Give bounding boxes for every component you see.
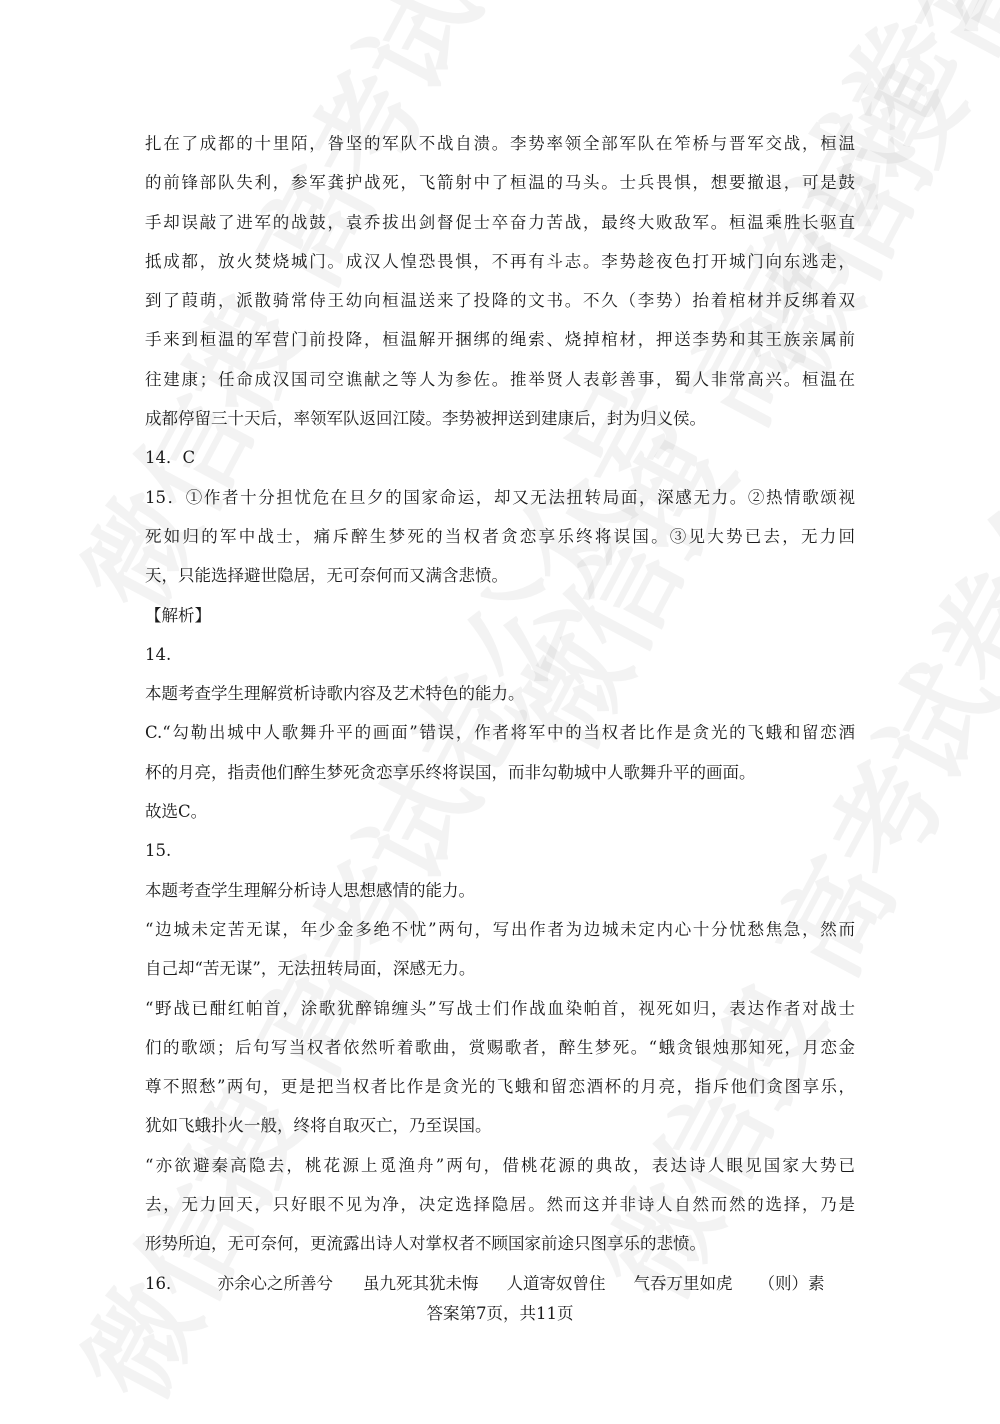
text-line: 成都停留三十天后，率领军队返回江陵。李势被押送到建康后，封为归义侯。 xyxy=(145,409,706,429)
answer-16-line xyxy=(145,1264,855,1303)
answer-16-segment: 亦余心之所善兮 xyxy=(217,1273,333,1293)
text-line: 形势所迫，无可奈何，更流露出诗人对掌权者不顾国家前途只图享乐的悲愤。 xyxy=(145,1234,706,1254)
text-line: 14. xyxy=(145,644,172,664)
answer-text-body xyxy=(145,124,855,1303)
text-line: 天，只能选择避世隐居，无可奈何而又满含悲愤。 xyxy=(145,566,508,586)
text-line: 【解析】 xyxy=(145,605,211,625)
text-line: 14．C xyxy=(145,448,196,468)
text-line: 15．①作者十分担忧危在旦夕的国家命运，却又无法扭转局面，深感无力。②热情歌颂视 xyxy=(145,487,855,507)
text-line: 去，无力回天，只好眼不见为净，决定选择隐居。然而这并非诗人自然而然的选择，乃是 xyxy=(145,1195,855,1215)
text-line: 尊不照愁”两句，更是把当权者比作是贪光的飞蛾和留恋酒杯的月亮，指斥他们贪图享乐， xyxy=(145,1077,855,1097)
text-line: 往建康；任命成汉国司空谯献之等人为参佐。推举贤人表彰善事，蜀人非常高兴。桓温在 xyxy=(145,369,855,389)
text-line: 扎在了成都的十里陌，昝坚的军队不战自溃。李势率领全部军队在笮桥与晋军交战，桓温 xyxy=(145,134,855,153)
text-line: 杯的月亮，指责他们醉生梦死贪恋享乐终将误国，而非勾勒城中人歌舞升平的画面。 xyxy=(145,762,756,782)
text-line: “边城未定苦无谋，年少金多绝不忧”两句，写出作者为边城未定内心十分忧愁焦急，然而 xyxy=(145,919,855,939)
text-line: “亦欲避秦高隐去，桃花源上觅渔舟”两句，借桃花源的典故，表达诗人眼见国家大势已 xyxy=(145,1155,855,1175)
text-line: 们的歌颂；后句写当权者依然听着歌曲，赏赐歌者，醉生梦死。“蛾贪银烛那知死，月恋金 xyxy=(145,1037,855,1057)
text-line: 本题考查学生理解分析诗人思想感情的能力。 xyxy=(145,880,475,900)
answer-16-segment: 16． xyxy=(145,1273,183,1293)
text-line: 手来到桓温的军营门前投降，桓温解开捆绑的绳索、烧掉棺材，押送李势和其王族亲属前 xyxy=(145,330,855,350)
text-line: 15. xyxy=(145,841,172,861)
answer-16-segment: （则）素 xyxy=(758,1273,825,1293)
text-line: 本题考查学生理解赏析诗歌内容及艺术特色的能力。 xyxy=(145,684,525,704)
text-line: C.“勾勒出城中人歌舞升平的画面”错误，作者将军中的当权者比作是贪光的飞蛾和留恋酒 xyxy=(145,723,855,743)
answer-16-segment: 气吞万里如虎 xyxy=(633,1273,733,1293)
text-line: 死如归的军中战士，痛斥醉生梦死的当权者贪恋享乐终将误国。③见大势已去，无力回 xyxy=(145,526,855,546)
text-line: 犹如飞蛾扑火一般，终将自取灭亡，乃至误国。 xyxy=(145,1116,492,1136)
text-line: 的前锋部队失利，参军龚护战死，飞箭射中了桓温的马头。士兵畏惧，想要撤退，可是鼓 xyxy=(145,173,855,193)
text-line: 手却误敲了进军的战鼓，袁乔拔出剑督促士卒奋力苦战，最终大败敌军。桓温乘胜长驱直 xyxy=(145,212,855,232)
page-footer: 答案第7页，共11页 xyxy=(426,1304,574,1323)
answer-16-segment: 虽九死其犹未悔 xyxy=(363,1273,479,1293)
answer-16-segment: 人道寄奴曾住 xyxy=(506,1273,606,1293)
text-line: 抵成都，放火焚烧城门。成汉人惶恐畏惧，不再有斗志。李势趁夜色打开城门向东逃走， xyxy=(145,251,855,271)
text-line: “野战已酣红帕首，涂歌犹醉锦缠头”写战士们作战血染帕首，视死如归，表达作者对战士 xyxy=(145,998,855,1018)
text-line: 到了葭萌，派散骑常侍王幼向桓温送来了投降的文书。不久（李势）抬着棺材并反绑着双 xyxy=(145,291,855,311)
text-line: 故选C。 xyxy=(145,802,208,822)
text-line: 自己却“苦无谋”，无法扭转局面，深感无力。 xyxy=(145,959,476,979)
text-lines xyxy=(145,124,855,1264)
